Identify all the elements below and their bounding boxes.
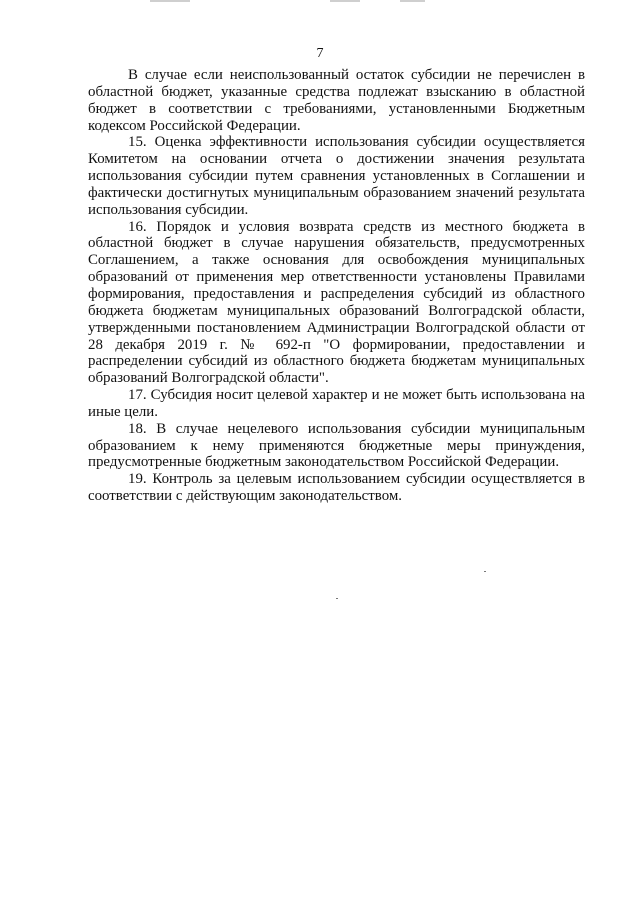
scan-speck: [484, 571, 486, 572]
scan-edge-mark: [150, 0, 190, 2]
paragraph-unused-balance: В случае если неиспользованный остаток субсидии не перечислен в областной бюджет, указанные средства подлежат взысканию в областной бюджет в соответствии с требованиями, установленными Бюджетным кодексом Российской Федерации.: [88, 67, 585, 134]
document-body: [88, 67, 585, 505]
paragraph-17-target-purpose: 17. Субсидия носит целевой характер и не может быть использована на иные цели.: [88, 387, 585, 420]
paragraph-18-misuse: 18. В случае нецелевого использования субсидии муниципальным образованием к нему применяются бюджетные меры принуждения, предусмотренные бюджетным законодательством Российской Федерации.: [88, 420, 585, 471]
paragraph-19-control: 19. Контроль за целевым использованием субсидии осуществляется в соответствии с действующим законодательством.: [88, 471, 585, 505]
scan-speck: [336, 598, 338, 599]
scan-edge-mark: [400, 0, 425, 2]
page-number: 7: [316, 46, 324, 61]
scan-edge-mark: [330, 0, 360, 2]
paragraph-15-efficiency: 15. Оценка эффективности использования субсидии осуществляется Комитетом на основании отчета о достижении значения результата использования субсидии путем сравнения установленных в Соглашении и фактически достигнутых муниципальным образованием значений результата использования субсидии.: [88, 134, 585, 218]
paragraph-16-refund-procedure: 16. Порядок и условия возврата средств из местного бюджета в областной бюджет в случае нарушения обязательств, предусмотренных Соглашением, а также основания для освобождения муниципальных образований от применения мер ответственности установлены Правилами формирования, предоставления и распределения субсидий из областного бюджета бюджетам муниципальных образований Волгоградской области, утвержденными постановлением Администрации Волгоградской области от 28 декабря 2019 г. № 692-п "О формировании, предоставлении и распределении субсидий из областного бюджета бюджетам муниципальных образований Волгоградской области".: [88, 218, 585, 387]
